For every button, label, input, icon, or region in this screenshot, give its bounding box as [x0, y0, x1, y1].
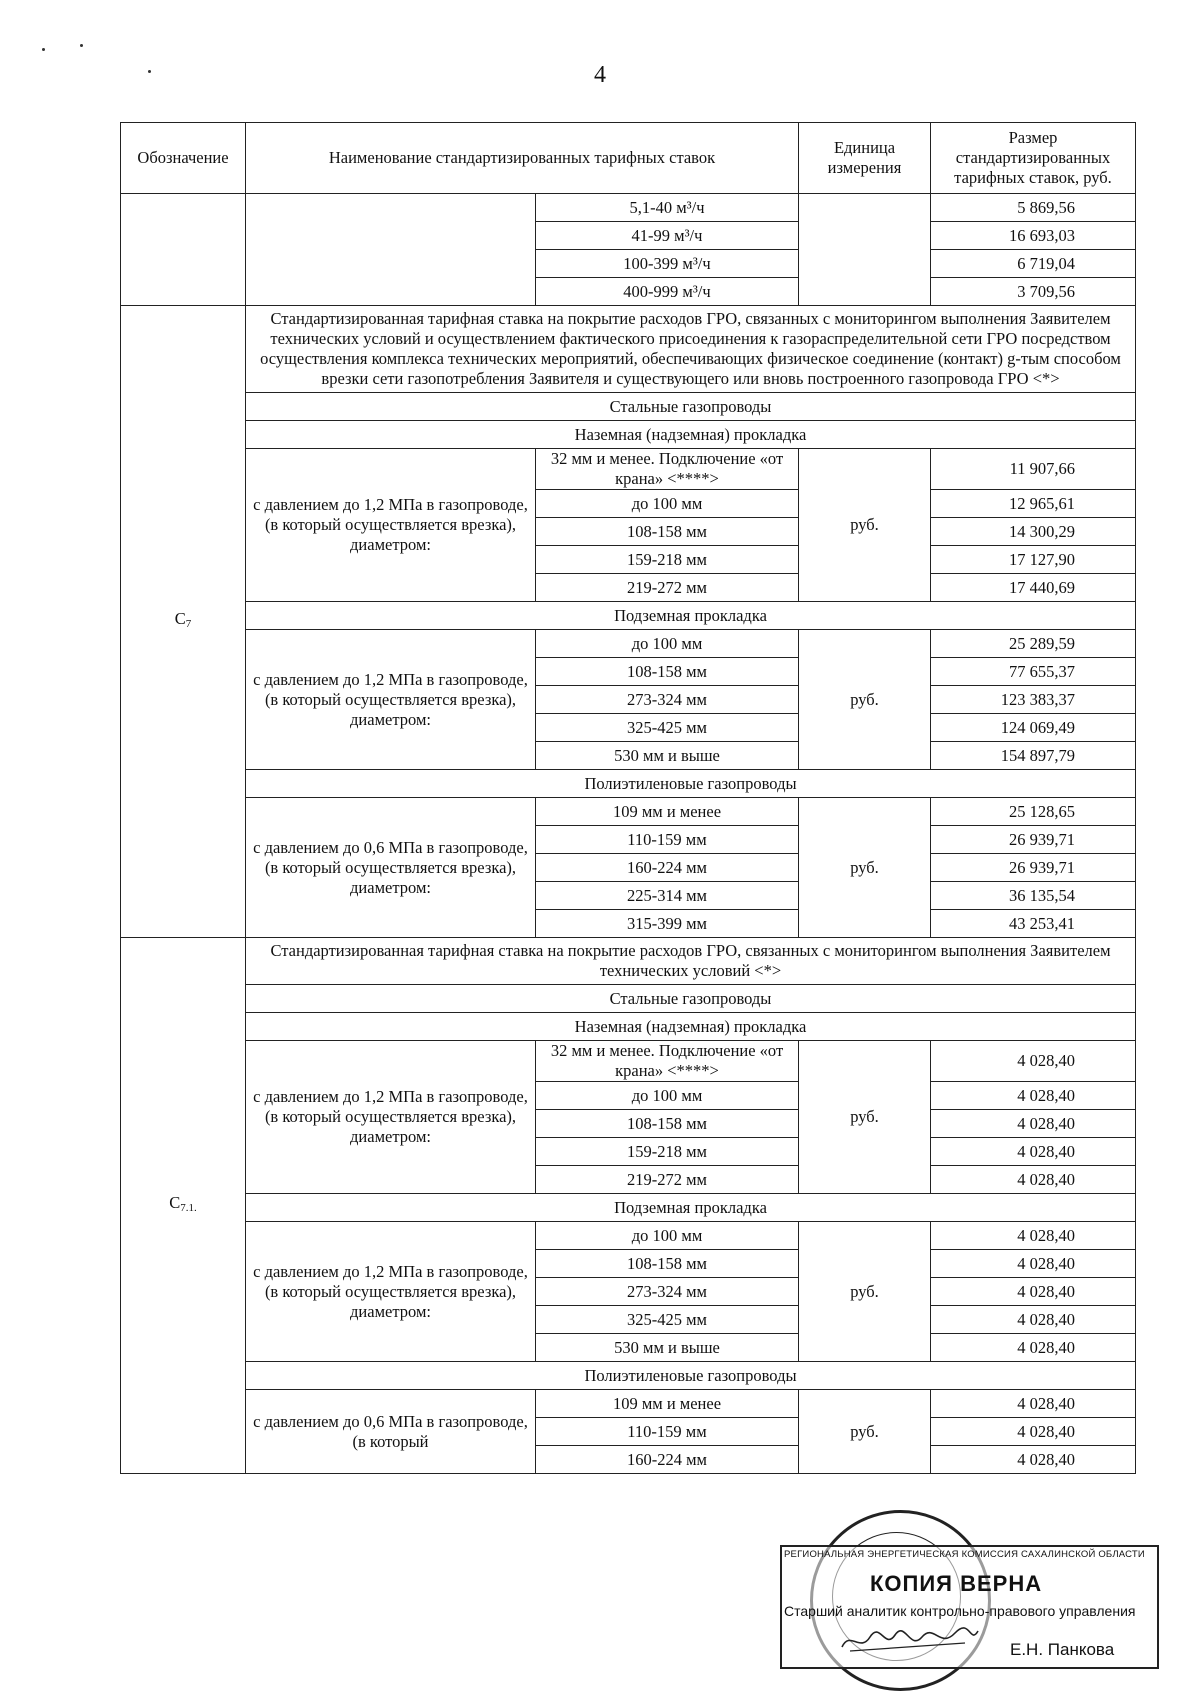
- diameter-cell: 219-272 мм: [536, 574, 799, 602]
- polyethylene-heading-row: [121, 770, 1136, 798]
- unit-cell: руб.: [799, 449, 931, 602]
- diameter-cell: 219-272 мм: [536, 1166, 799, 1194]
- col-unit-header: Единица измерения: [799, 123, 931, 194]
- diameter-cell: 108-158 мм: [536, 518, 799, 546]
- rate-value-cell: 4 028,40: [931, 1334, 1136, 1362]
- designation-letter: С: [169, 1193, 181, 1212]
- rate-row: [121, 1390, 1136, 1418]
- above-ground-heading: Наземная (надземная) прокладка: [246, 1013, 1136, 1041]
- range-cell: 41-99 м³/ч: [536, 222, 799, 250]
- page-number: 4: [594, 62, 606, 88]
- value-cell: 5 869,56: [931, 194, 1136, 222]
- range-cell: 100-399 м³/ч: [536, 250, 799, 278]
- above-ground-heading-row: [121, 421, 1136, 449]
- designation-subscript: 7: [185, 618, 192, 630]
- range-cell: 400-999 м³/ч: [536, 278, 799, 306]
- unit-cell: руб.: [799, 1222, 931, 1362]
- steel-pipes-heading: Стальные газопроводы: [246, 985, 1136, 1013]
- rate-value-cell: 77 655,37: [931, 658, 1136, 686]
- value-cell: 3 709,56: [931, 278, 1136, 306]
- table-header-row: [121, 123, 1136, 194]
- rate-value-cell: 4 028,40: [931, 1418, 1136, 1446]
- diameter-cell: 530 мм и выше: [536, 1334, 799, 1362]
- tariff-table: [120, 122, 1136, 1474]
- rate-value-cell: 25 128,65: [931, 798, 1136, 826]
- stamp-agency: РЕГИОНАЛЬНАЯ ЭНЕРГЕТИЧЕСКАЯ КОМИССИЯ САХАЛИНСКОЙ ОБЛАСТИ: [784, 1549, 1145, 1560]
- range-cell: 5,1-40 м³/ч: [536, 194, 799, 222]
- rate-row: [121, 1041, 1136, 1082]
- rate-value-cell: 17 440,69: [931, 574, 1136, 602]
- polyethylene-heading: Полиэтиленовые газопроводы: [246, 770, 1136, 798]
- rate-value-cell: 4 028,40: [931, 1222, 1136, 1250]
- rate-value-cell: 4 028,40: [931, 1166, 1136, 1194]
- designation-letter: С: [174, 609, 186, 628]
- above-ground-heading-row: [121, 1013, 1136, 1041]
- rate-value-cell: 123 383,37: [931, 686, 1136, 714]
- col-size-header: Размер стандартизированных тарифных ставок, руб.: [931, 123, 1136, 194]
- rate-description: Стандартизированная тарифная ставка на покрытие расходов ГРО, связанных с мониторингом выполнения Заявителем технических условий <*>: [246, 938, 1136, 985]
- rate-value-cell: 4 028,40: [931, 1250, 1136, 1278]
- above-ground-heading: Наземная (надземная) прокладка: [246, 421, 1136, 449]
- diameter-cell: 110-159 мм: [536, 826, 799, 854]
- pressure-condition-cell: с давлением до 1,2 МПа в газопроводе, (в который осуществляется врезка), диаметром:: [246, 630, 536, 770]
- diameter-cell: 160-224 мм: [536, 854, 799, 882]
- diameter-cell: до 100 мм: [536, 1222, 799, 1250]
- rate-value-cell: 43 253,41: [931, 910, 1136, 938]
- pressure-condition-cell: с давлением до 1,2 МПа в газопроводе, (в который осуществляется врезка), диаметром:: [246, 1041, 536, 1194]
- unit-cell: руб.: [799, 1041, 931, 1194]
- rate-value-cell: 4 028,40: [931, 1446, 1136, 1474]
- unit-cell: руб.: [799, 630, 931, 770]
- rate-description: Стандартизированная тарифная ставка на покрытие расходов ГРО, связанных с мониторингом выполнения Заявителем технических условий и осуществлением фактического присоединения к газораспределительной сети ГРО посредством осуществления комплекса технических мероприятий, обеспечивающих физическое соединение (контакт) g-тым способом врезки сети газопотребления Заявителя и существующего или вновь построенного газопровода ГРО <*>: [246, 306, 1136, 393]
- polyethylene-heading: Полиэтиленовые газопроводы: [246, 1362, 1136, 1390]
- rate-value-cell: 14 300,29: [931, 518, 1136, 546]
- certification-stamp: [780, 1495, 1160, 1705]
- scan-speck: [80, 44, 83, 47]
- rate-row: [121, 1222, 1136, 1250]
- steel-pipes-heading-row: [121, 393, 1136, 421]
- pressure-condition-cell: с давлением до 1,2 МПа в газопроводе, (в который осуществляется врезка), диаметром:: [246, 1222, 536, 1362]
- diameter-cell: 225-314 мм: [536, 882, 799, 910]
- diameter-cell: до 100 мм: [536, 490, 799, 518]
- code-cell-empty: [121, 194, 246, 306]
- diameter-cell: 273-324 мм: [536, 686, 799, 714]
- rate-value-cell: 36 135,54: [931, 882, 1136, 910]
- rate-description-row: [121, 306, 1136, 393]
- rate-value-cell: 4 028,40: [931, 1390, 1136, 1418]
- underground-heading: Подземная прокладка: [246, 1194, 1136, 1222]
- rate-value-cell: 4 028,40: [931, 1138, 1136, 1166]
- rate-value-cell: 11 907,66: [931, 449, 1136, 490]
- pressure-condition-cell: с давлением до 0,6 МПа в газопроводе, (в который: [246, 1390, 536, 1474]
- diameter-cell: 32 мм и менее. Подключение «от крана» <****>: [536, 1041, 799, 1082]
- diameter-cell: 32 мм и менее. Подключение «от крана» <****>: [536, 449, 799, 490]
- rate-value-cell: 124 069,49: [931, 714, 1136, 742]
- underground-heading: Подземная прокладка: [246, 602, 1136, 630]
- rate-row: [121, 798, 1136, 826]
- name-cell-empty: [246, 194, 536, 306]
- diameter-cell: 315-399 мм: [536, 910, 799, 938]
- polyethylene-heading-row: [121, 1362, 1136, 1390]
- designation-subscript: 7.1.: [180, 1202, 197, 1214]
- diameter-cell: 160-224 мм: [536, 1446, 799, 1474]
- underground-heading-row: [121, 602, 1136, 630]
- rate-description-row: [121, 938, 1136, 985]
- unit-cell: руб.: [799, 798, 931, 938]
- designation-cell-c71: [121, 938, 246, 1474]
- diameter-cell: 325-425 мм: [536, 1306, 799, 1334]
- diameter-cell: 325-425 мм: [536, 714, 799, 742]
- underground-heading-row: [121, 1194, 1136, 1222]
- col-name-header: Наименование стандартизированных тарифных ставок: [246, 123, 799, 194]
- diameter-cell: 109 мм и менее: [536, 798, 799, 826]
- unit-cell-empty: [799, 194, 931, 306]
- diameter-cell: 109 мм и менее: [536, 1390, 799, 1418]
- pressure-condition-cell: с давлением до 1,2 МПа в газопроводе, (в который осуществляется врезка), диаметром:: [246, 449, 536, 602]
- value-cell: 16 693,03: [931, 222, 1136, 250]
- diameter-cell: 108-158 мм: [536, 1110, 799, 1138]
- top-table-row: [121, 194, 1136, 222]
- rate-row: [121, 630, 1136, 658]
- col-code-header: Обозначение: [121, 123, 246, 194]
- handwritten-signature: [840, 1625, 980, 1655]
- steel-pipes-heading-row: [121, 985, 1136, 1013]
- rate-value-cell: 4 028,40: [931, 1041, 1136, 1082]
- diameter-cell: 159-218 мм: [536, 546, 799, 574]
- stamp-position: Старший аналитик контрольно-правового управления: [784, 1603, 1136, 1619]
- rate-value-cell: 25 289,59: [931, 630, 1136, 658]
- stamp-title: КОПИЯ ВЕРНА: [870, 1571, 1043, 1596]
- scan-speck: [148, 70, 151, 73]
- designation-cell-c7: [121, 306, 246, 938]
- steel-pipes-heading: Стальные газопроводы: [246, 393, 1136, 421]
- diameter-cell: 110-159 мм: [536, 1418, 799, 1446]
- rate-value-cell: 26 939,71: [931, 826, 1136, 854]
- diameter-cell: 108-158 мм: [536, 658, 799, 686]
- diameter-cell: 273-324 мм: [536, 1278, 799, 1306]
- diameter-cell: до 100 мм: [536, 1082, 799, 1110]
- table-body: [121, 194, 1136, 1474]
- pressure-condition-cell: с давлением до 0,6 МПа в газопроводе, (в который осуществляется врезка), диаметром:: [246, 798, 536, 938]
- rate-value-cell: 4 028,40: [931, 1082, 1136, 1110]
- rate-row: [121, 449, 1136, 490]
- rate-value-cell: 4 028,40: [931, 1278, 1136, 1306]
- stamp-name: Е.Н. Панкова: [1010, 1640, 1115, 1659]
- value-cell: 6 719,04: [931, 250, 1136, 278]
- diameter-cell: 108-158 мм: [536, 1250, 799, 1278]
- rate-value-cell: 26 939,71: [931, 854, 1136, 882]
- rate-value-cell: 17 127,90: [931, 546, 1136, 574]
- scan-speck: [42, 48, 45, 51]
- rate-value-cell: 4 028,40: [931, 1110, 1136, 1138]
- diameter-cell: до 100 мм: [536, 630, 799, 658]
- diameter-cell: 159-218 мм: [536, 1138, 799, 1166]
- rate-value-cell: 12 965,61: [931, 490, 1136, 518]
- unit-cell: руб.: [799, 1390, 931, 1474]
- rate-value-cell: 154 897,79: [931, 742, 1136, 770]
- diameter-cell: 530 мм и выше: [536, 742, 799, 770]
- rate-value-cell: 4 028,40: [931, 1306, 1136, 1334]
